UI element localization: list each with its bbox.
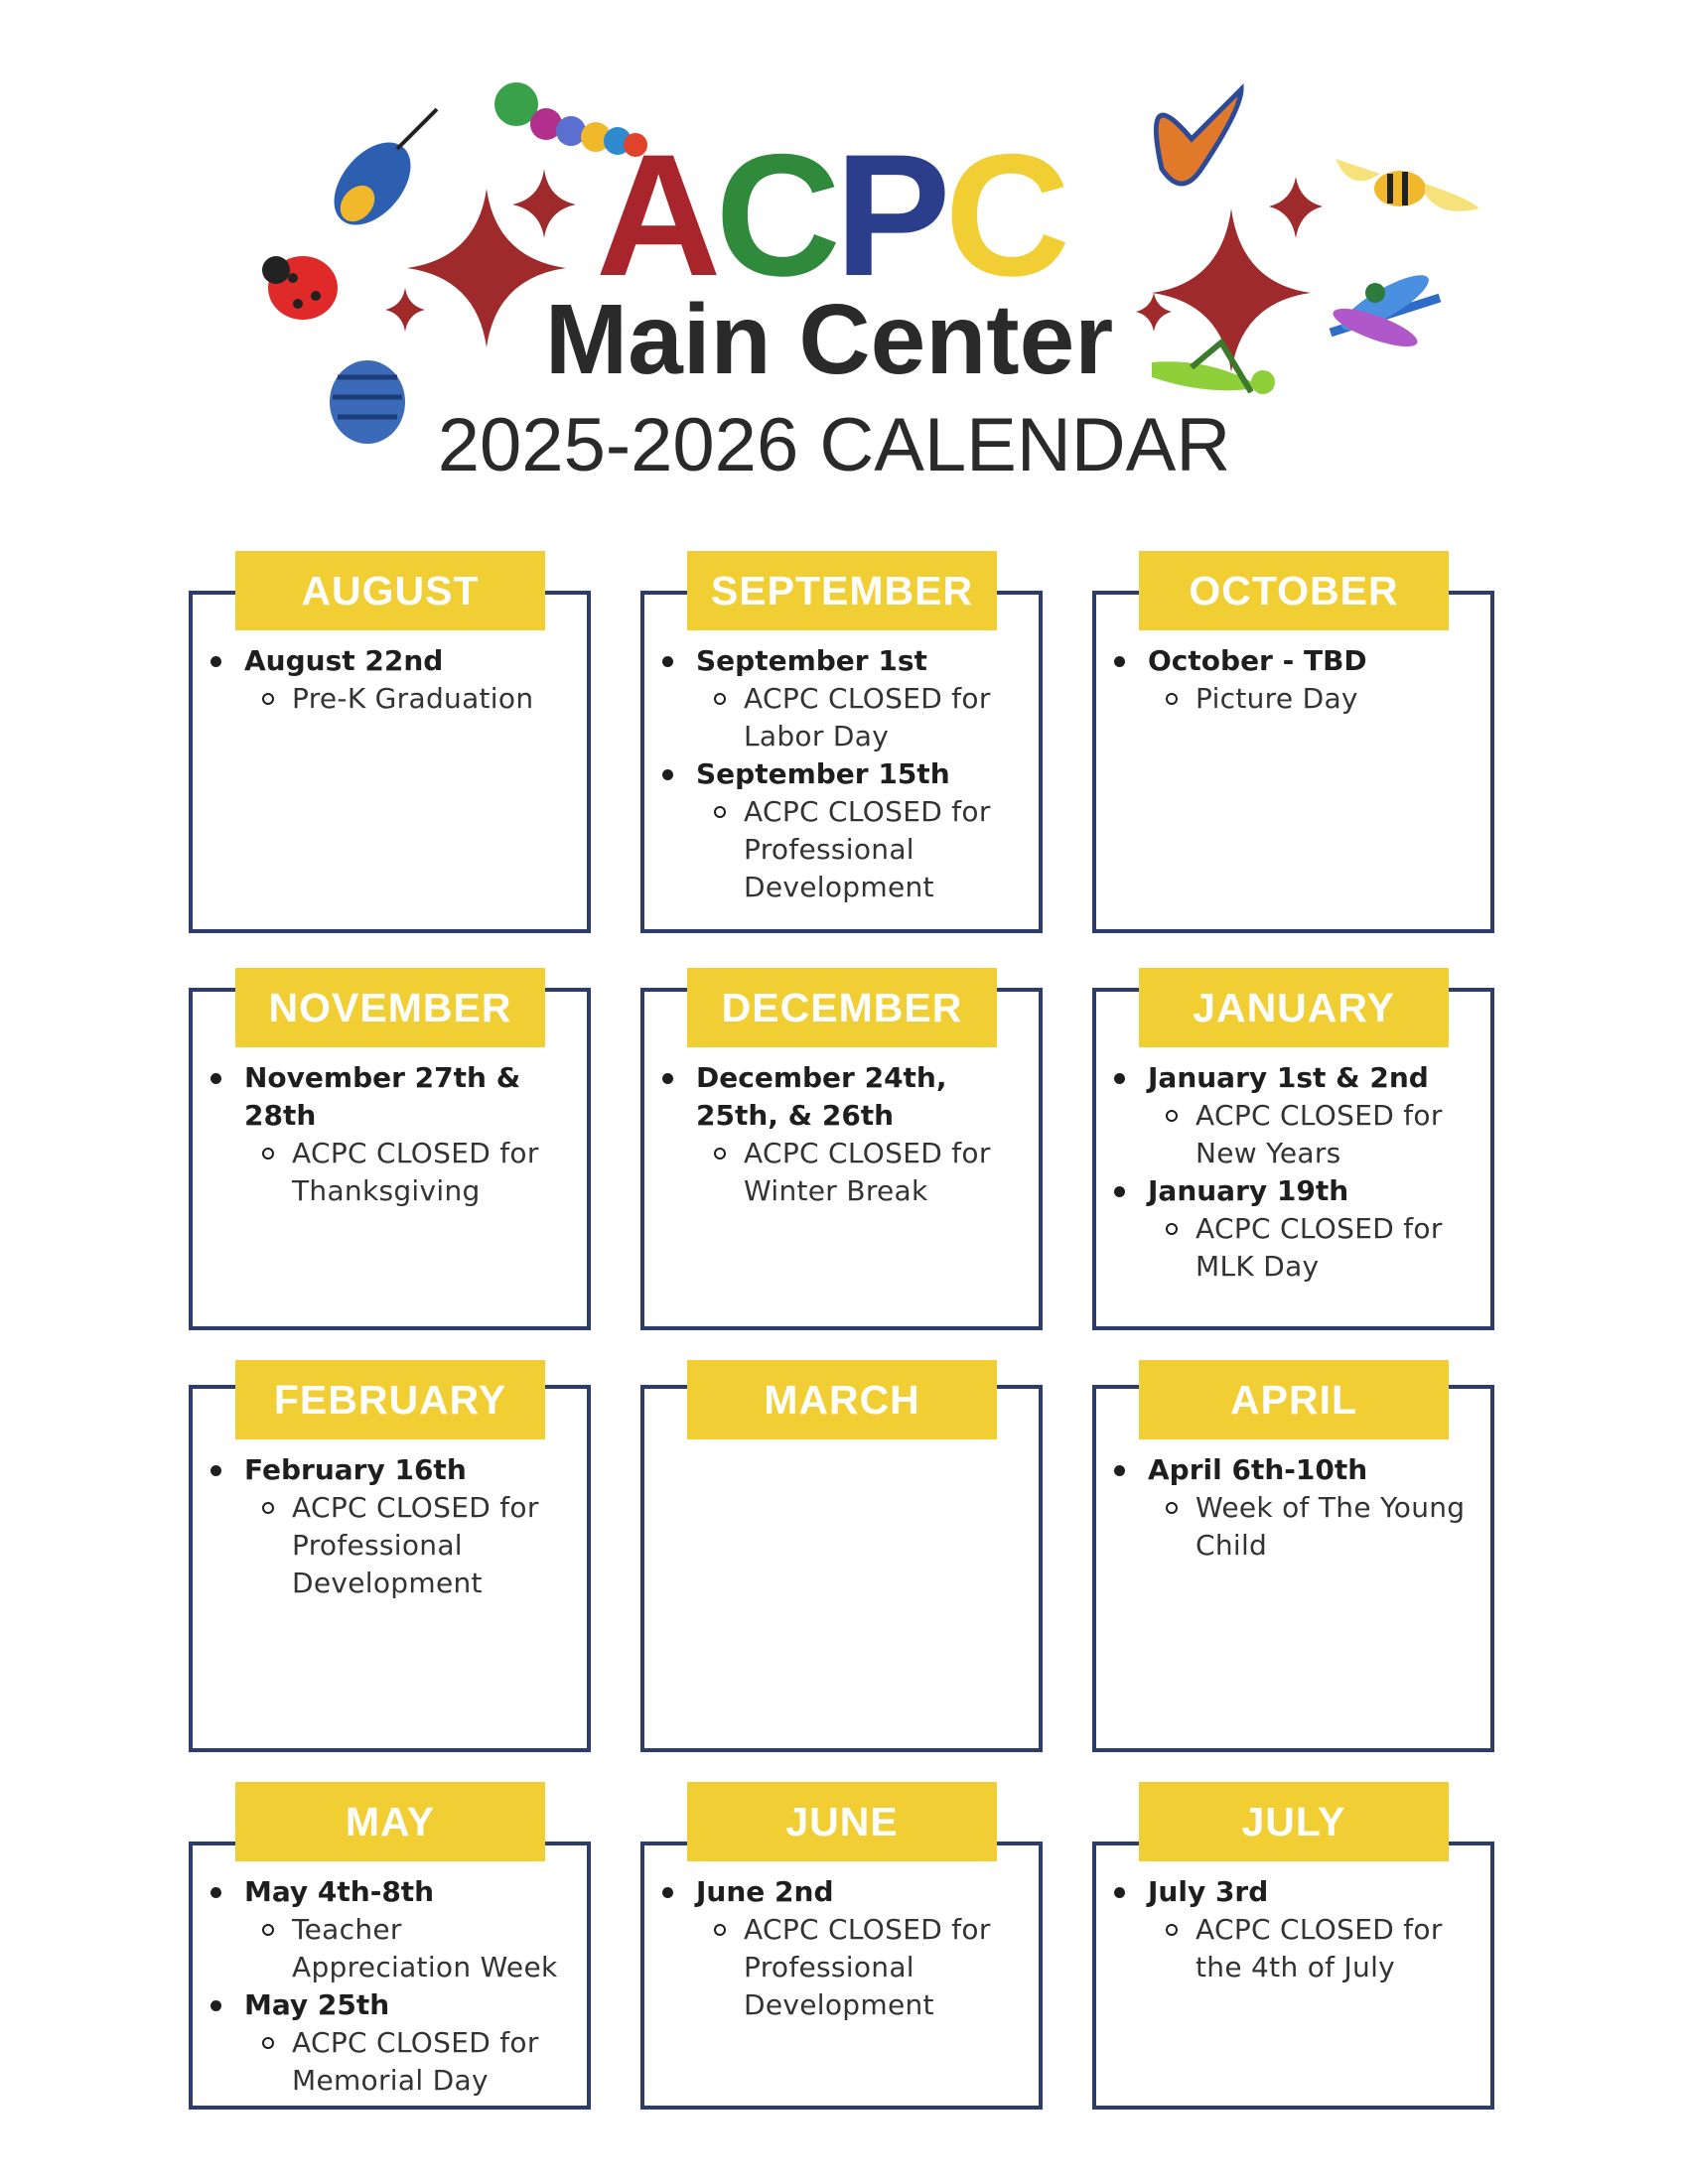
logo-letter: A bbox=[596, 119, 716, 313]
event-date: June 2nd bbox=[696, 1875, 834, 1908]
event-list bbox=[211, 642, 583, 718]
logo-letter: P bbox=[834, 119, 945, 313]
month-tab: JUNE bbox=[687, 1782, 997, 1861]
event-detail: ACPC CLOSED for New Years bbox=[1196, 1097, 1486, 1172]
event-list bbox=[211, 1451, 583, 1602]
calendar-title: 2025-2026 CALENDAR bbox=[437, 403, 1231, 487]
event-date: April 6th-10th bbox=[1148, 1453, 1368, 1486]
event-detail: Pre-K Graduation bbox=[292, 680, 583, 718]
event-item bbox=[211, 1986, 583, 2100]
logo-letter: C bbox=[944, 119, 1064, 313]
bee-icon bbox=[1336, 159, 1479, 211]
event-detail: ACPC CLOSED for Professional Development bbox=[744, 793, 1035, 906]
month-tab: JULY bbox=[1139, 1782, 1449, 1861]
event-date: May 25th bbox=[244, 1988, 390, 2021]
event-item bbox=[1114, 1451, 1486, 1565]
event-item bbox=[1114, 1172, 1486, 1286]
month-tab: JANUARY bbox=[1139, 968, 1449, 1047]
month-card-march bbox=[640, 1385, 1043, 1752]
event-item bbox=[662, 1873, 1035, 2024]
event-list bbox=[1114, 1873, 1486, 1986]
star-icon bbox=[512, 169, 576, 238]
star-icon bbox=[1269, 177, 1323, 238]
event-item bbox=[211, 1451, 583, 1602]
event-date: December 24th, 25th, & 26th bbox=[696, 1061, 947, 1132]
month-tab: NOVEMBER bbox=[235, 968, 545, 1047]
event-detail: ACPC CLOSED for Professional Development bbox=[744, 1911, 1035, 2024]
event-detail: ACPC CLOSED for Professional Development bbox=[292, 1489, 583, 1602]
month-tab: AUGUST bbox=[235, 551, 545, 630]
event-detail: ACPC CLOSED for Winter Break bbox=[744, 1135, 1035, 1210]
event-detail: Teacher Appreciation Week bbox=[292, 1911, 583, 1986]
event-item bbox=[211, 1873, 583, 1986]
event-detail: ACPC CLOSED for Memorial Day bbox=[292, 2024, 583, 2100]
main-title: Main Center bbox=[544, 284, 1114, 395]
event-date: October - TBD bbox=[1148, 644, 1367, 677]
month-tab: DECEMBER bbox=[687, 968, 997, 1047]
event-list bbox=[662, 1059, 1035, 1210]
event-date: February 16th bbox=[244, 1453, 467, 1486]
beetle-icon bbox=[319, 109, 437, 239]
month-tab: FEBRUARY bbox=[235, 1360, 545, 1439]
event-date: July 3rd bbox=[1148, 1875, 1269, 1908]
event-detail: ACPC CLOSED for the 4th of July bbox=[1196, 1911, 1486, 1986]
event-date: May 4th-8th bbox=[244, 1875, 435, 1908]
event-item bbox=[1114, 1873, 1486, 1986]
event-date: November 27th & 28th bbox=[244, 1061, 521, 1132]
month-tab: OCTOBER bbox=[1139, 551, 1449, 630]
event-list bbox=[1114, 642, 1486, 718]
event-detail: ACPC CLOSED for MLK Day bbox=[1196, 1210, 1486, 1286]
event-list bbox=[1114, 1451, 1486, 1565]
month-tab: MARCH bbox=[687, 1360, 997, 1439]
event-detail: ACPC CLOSED for Labor Day bbox=[744, 680, 1035, 755]
event-date: January 19th bbox=[1148, 1174, 1349, 1207]
event-item bbox=[662, 1059, 1035, 1210]
month-tab: MAY bbox=[235, 1782, 545, 1861]
event-detail: ACPC CLOSED for Thanksgiving bbox=[292, 1135, 583, 1210]
event-list bbox=[662, 1873, 1035, 2024]
event-list bbox=[211, 1059, 583, 1210]
event-item bbox=[1114, 1059, 1486, 1172]
logo-letter: C bbox=[715, 119, 835, 313]
event-list bbox=[1114, 1059, 1486, 1286]
month-card-april bbox=[1092, 1385, 1494, 1752]
event-list bbox=[211, 1873, 583, 2100]
event-detail: Picture Day bbox=[1196, 680, 1486, 718]
event-item bbox=[211, 642, 583, 718]
event-date: August 22nd bbox=[244, 644, 444, 677]
calendar-header bbox=[0, 0, 1688, 496]
month-tab: SEPTEMBER bbox=[687, 551, 997, 630]
event-date: January 1st & 2nd bbox=[1148, 1061, 1429, 1094]
event-date: September 1st bbox=[696, 644, 927, 677]
acpc-logo bbox=[596, 119, 1064, 313]
butterfly-icon bbox=[1156, 89, 1241, 184]
event-item bbox=[1114, 642, 1486, 718]
event-item bbox=[662, 642, 1035, 755]
month-tab: APRIL bbox=[1139, 1360, 1449, 1439]
event-detail: Week of The Young Child bbox=[1196, 1489, 1486, 1565]
event-date: September 15th bbox=[696, 757, 950, 790]
event-item bbox=[662, 755, 1035, 906]
event-list bbox=[662, 642, 1035, 906]
event-item bbox=[211, 1059, 583, 1210]
